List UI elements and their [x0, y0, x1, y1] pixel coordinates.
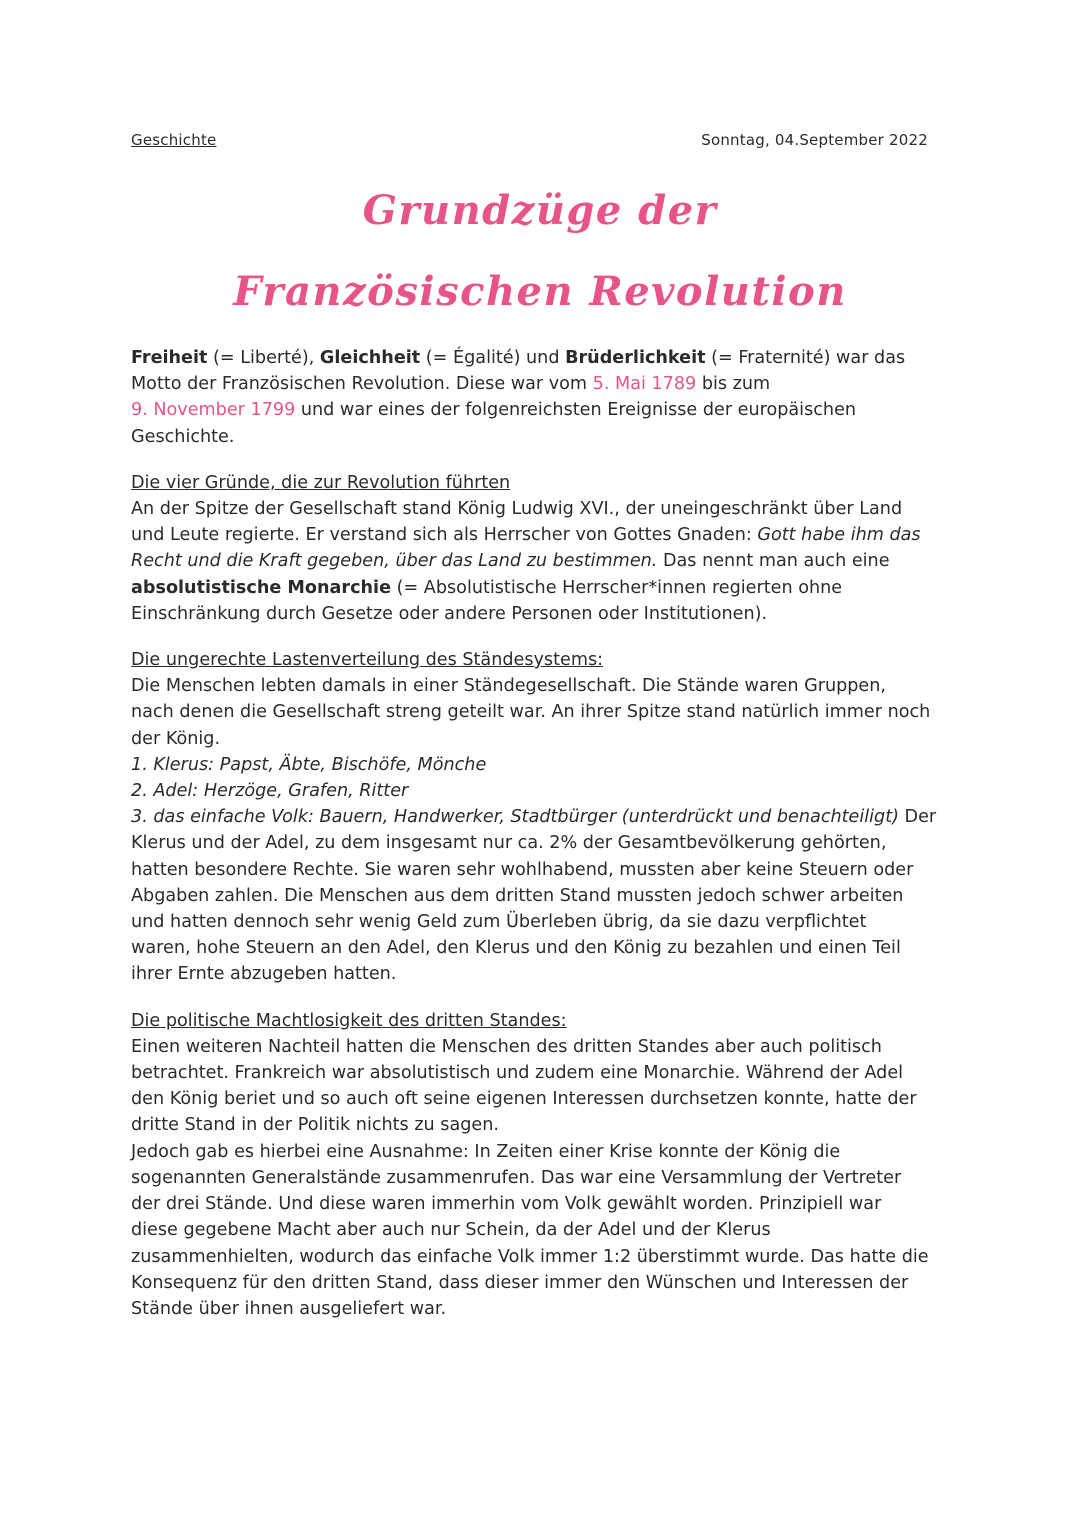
text-line [131, 522, 951, 548]
text-span: 3. das einfache Volk: Bauern, Handwerker, Stadtbürger (unterdrückt und benachteiligt) [131, 807, 899, 828]
text-line [131, 575, 951, 601]
text-line: Die Menschen lebten damals in einer Ständegesellschaft. Die Stände waren Gruppen, [131, 676, 887, 697]
text-line: den König beriet und so auch oft seine eigenen Interessen durchsetzen konnte, hatte der [131, 1089, 917, 1110]
paragraph-gap [131, 450, 951, 470]
text-line [131, 548, 951, 574]
text-span: (= Égalité) und [420, 348, 566, 368]
italic-quote: Recht und die Kraft gegeben, über das Land zu bestimmen. [131, 551, 658, 572]
text-line: nach denen die Gesellschaft streng geteilt war. An ihrer Spitze stand natürlich immer noch [131, 702, 931, 723]
text-line: waren, hohe Steuern an den Adel, den Klerus und den König zu bezahlen und einen Teil [131, 938, 901, 959]
text-line: Einschränkung durch Gesetze oder andere Personen oder Institutionen). [131, 603, 768, 624]
page-header [131, 131, 928, 155]
start-date: 5. Mai 1789 [592, 374, 697, 395]
text-span: (= Absolutistische Herrscher*innen regierten ohne [391, 577, 843, 598]
title-line-1: Grundzüge der [362, 187, 718, 234]
text-line: ihrer Ernte abzugeben hatten. [131, 964, 397, 985]
text-span: Das nennt man auch eine [657, 551, 890, 572]
text-line: der König. [131, 728, 221, 749]
subject-label: Geschichte [131, 131, 217, 149]
section-political [131, 1008, 951, 1322]
keyword-gleichheit: Gleichheit [319, 348, 421, 368]
paragraph-gap [131, 988, 951, 1008]
text-span: Motto der Französischen Revolution. Diese war vom [131, 374, 593, 395]
text-line: Geschichte. [131, 426, 235, 447]
keyword-bruederlichkeit: Brüderlichkeit [565, 348, 706, 368]
text-line: zusammenhielten, wodurch das einfache Volk immer 1:2 überstimmt wurde. Das hatte die [131, 1246, 929, 1267]
section-estates [131, 647, 951, 988]
text-line [131, 371, 951, 397]
text-line [131, 397, 951, 423]
list-item: 2. Adel: Herzöge, Grafen, Ritter [131, 781, 409, 802]
text-line: Stände über ihnen ausgeliefert war. [131, 1298, 447, 1319]
text-span: und Leute regierte. Er verstand sich als Herrscher von Gottes Gnaden: [131, 525, 758, 546]
text-span: Der [898, 807, 937, 828]
text-line: Abgaben zahlen. Die Menschen aus dem dritten Stand mussten jedoch schwer arbeiten [131, 885, 904, 906]
text-line: Klerus und der Adel, zu dem insgesamt nur ca. 2% der Gesamtbevölkerung gehörten, [131, 833, 887, 854]
text-line: hatten besondere Rechte. Sie waren sehr wohlhabend, mussten aber keine Steuern oder [131, 859, 914, 880]
end-date: 9. November 1799 [131, 400, 296, 421]
text-span: (= Liberté), [207, 348, 320, 368]
intro-paragraph [131, 345, 951, 450]
text-line: und hatten dennoch sehr wenig Geld zum Überleben übrig, da sie dazu verpflichtet [131, 912, 867, 933]
text-line: betrachtet. Frankreich war absolutistisch und zudem eine Monarchie. Während der Adel [131, 1063, 904, 1084]
list-item: 1. Klerus: Papst, Äbte, Bischöfe, Mönche [131, 754, 487, 775]
document-body [131, 345, 951, 1322]
text-line: Konsequenz für den dritten Stand, dass dieser immer den Wünschen und Interessen der [131, 1272, 909, 1293]
text-span: und war eines der folgenreichsten Ereignisse der europäischen [295, 400, 857, 421]
text-line [131, 345, 951, 371]
text-span: (= Fraternité) war das [705, 348, 906, 368]
list-item [131, 804, 951, 830]
text-line: der drei Stände. Und diese waren immerhin vom Volk gewählt worden. Prinzipiell war [131, 1194, 882, 1215]
section-reasons [131, 470, 951, 627]
section-heading: Die vier Gründe, die zur Revolution führten [131, 472, 511, 493]
text-span: bis zum [696, 374, 771, 395]
keyword-absolutistische-monarchie: absolutistische Monarchie [131, 577, 392, 598]
italic-quote: Gott habe ihm das [757, 525, 921, 546]
section-heading: Die ungerechte Lastenverteilung des Ständesystems: [131, 650, 604, 671]
page-title [0, 178, 1080, 330]
text-line: An der Spitze der Gesellschaft stand König Ludwig XVI., der uneingeschränkt über Land [131, 499, 903, 520]
text-line: diese gegebene Macht aber auch nur Schein, da der Adel und der Klerus [131, 1220, 771, 1241]
text-line: Jedoch gab es hierbei eine Ausnahme: In Zeiten einer Krise konnte der König die [131, 1141, 841, 1162]
text-line: Einen weiteren Nachteil hatten die Menschen des dritten Standes aber auch politisch [131, 1036, 882, 1057]
text-line: sogenannten Generalstände zusammenrufen. Das war eine Versammlung der Vertreter [131, 1167, 902, 1188]
date-label: Sonntag, 04.September 2022 [701, 131, 928, 149]
section-heading: Die politische Machtlosigkeit des dritten Standes: [131, 1010, 567, 1031]
text-line: dritte Stand in der Politik nichts zu sagen. [131, 1115, 499, 1136]
title-line-2: Französischen Revolution [233, 268, 847, 315]
paragraph-gap [131, 627, 951, 647]
keyword-freiheit: Freiheit [131, 348, 208, 368]
